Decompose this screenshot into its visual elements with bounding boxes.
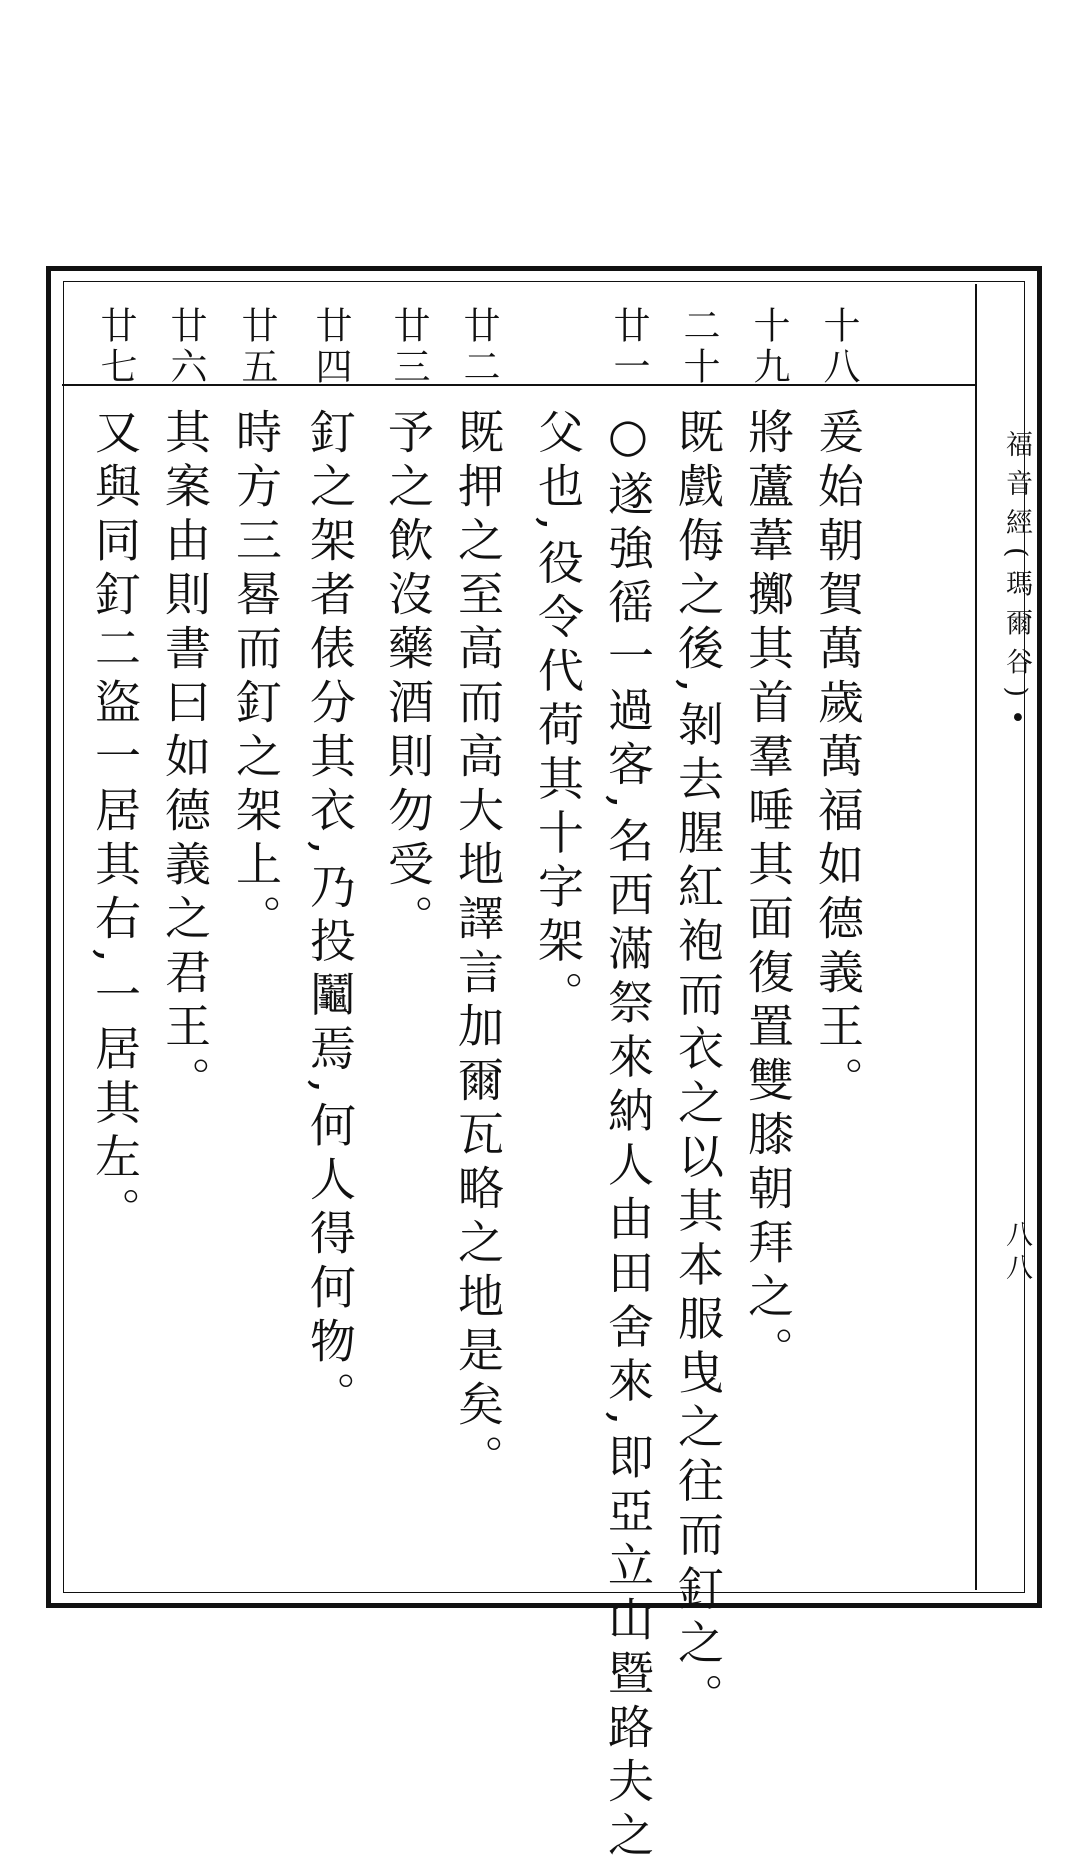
verse-text: 其案由則書曰如德義之君王。 <box>158 408 212 1110</box>
verse-number: 十八 <box>817 306 860 388</box>
verse-text: 父也,役令代荷其十字架。 <box>531 408 585 1025</box>
verse-text: 又與同釘二盜一居其右,一居其左。 <box>88 408 142 1241</box>
verse-text: ○遂強徭一過客,名西滿祭來納人由田舍來,即亞立山暨路夫之 <box>601 408 655 1865</box>
verse-text: 予之飲沒藥酒則勿受。 <box>381 408 435 948</box>
header-divider <box>975 284 977 1590</box>
running-title: 福音經(瑪爾谷)• <box>1001 430 1032 737</box>
verse-text: 釘之架者俵分其衣,乃投鬮焉,何人得何物。 <box>303 408 357 1426</box>
verse-text: 既戲侮之後,剝去腥紅袍而衣之以其本服曳之往而釘之。 <box>671 408 725 1727</box>
verse-number: 廿四 <box>309 306 352 388</box>
verse-number: 廿三 <box>387 306 430 388</box>
verse-number: 廿七 <box>94 306 137 388</box>
verse-number: 十九 <box>747 306 790 388</box>
verse-text: 時方三晷而釘之架上。 <box>229 408 283 948</box>
page-number: 八八 <box>1001 1220 1032 1286</box>
verse-number: 廿五 <box>235 306 278 388</box>
verse-number: 廿一 <box>607 306 650 388</box>
verse-text: 既押之至高而高大地譯言加爾瓦略之地是矣。 <box>451 408 505 1488</box>
verse-text: 爰始朝賀萬歲萬福如德義王。 <box>811 408 865 1110</box>
verse-number: 廿二 <box>457 306 500 388</box>
verse-number: 二十 <box>677 306 720 388</box>
verse-text: 將蘆葦擲其首羣唾其面復置雙膝朝拜之。 <box>741 408 795 1380</box>
verse-number: 廿六 <box>164 306 207 388</box>
